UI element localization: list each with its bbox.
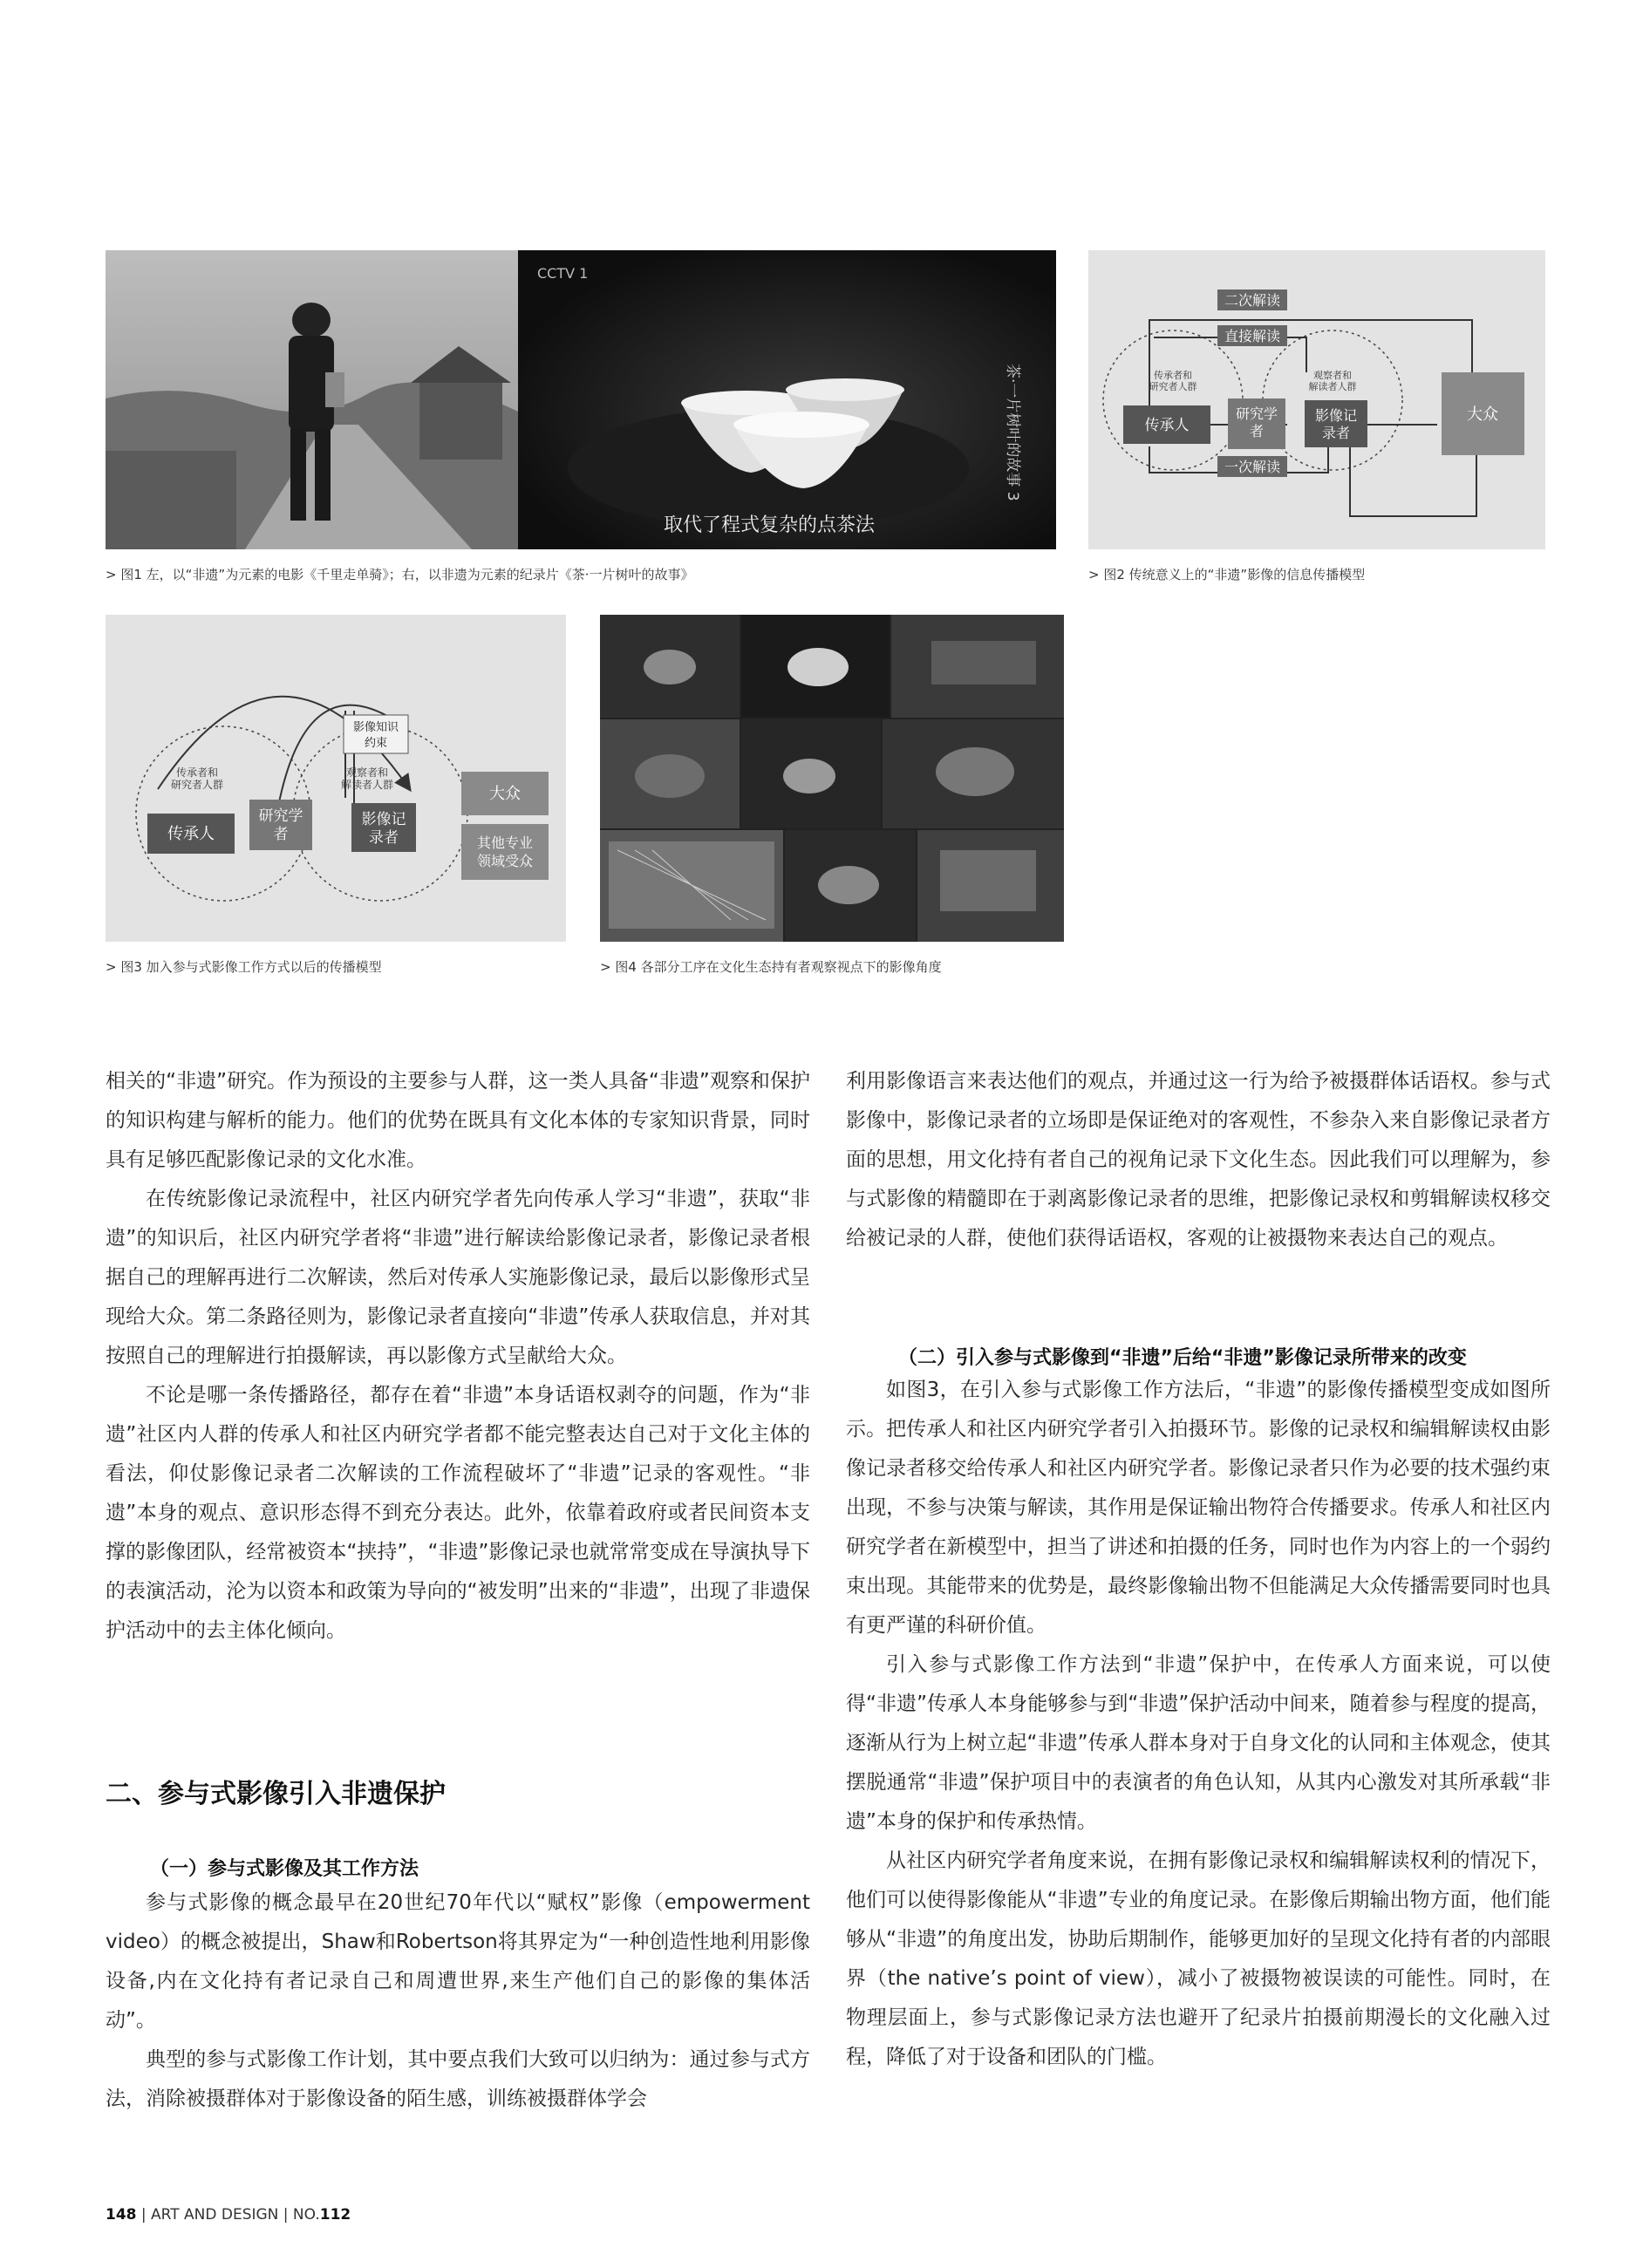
node-inheritor: 传承人 [167, 825, 215, 843]
node-other-line2: 领域受众 [476, 853, 534, 869]
left-paragraph-5: 典型的参与式影像工作计划，其中要点我们大致可以归纳为：通过参与式方法，消除被摄群体对于影像设备的陌生感，训练被摄群体学会 [106, 2048, 810, 2110]
figure-1-image [106, 250, 1056, 549]
node-recorder-line2: 录者 [1321, 425, 1351, 441]
node-other-line1: 其他专业 [476, 834, 534, 851]
figure-4-caption: > 图4 各部分工序在文化生态持有者观察视点下的影像角度 [600, 959, 942, 975]
node-public: 大众 [1467, 405, 1498, 424]
constraint-line1: 影像知识 [352, 721, 399, 734]
figure-2-caption: > 图2 传统意义上的“非遗”影像的信息传播模型 [1088, 567, 1366, 582]
node-researcher-line1: 研究学 [258, 807, 303, 825]
constraint-line2: 约束 [364, 737, 388, 750]
node-public: 大众 [489, 785, 521, 803]
right-column-top [846, 1062, 1551, 1258]
figure-4 [600, 615, 1064, 942]
issue-number: 112 [319, 2206, 351, 2224]
group-left-line1: 传承者和 [175, 766, 219, 779]
node-recorder-line2: 录者 [369, 829, 399, 847]
node-researcher-line2: 者 [273, 826, 289, 843]
right-paragraph-4: 从社区内研究学者角度来说，在拥有影像记录权和编辑解读权利的情况下，他们可以使得影像能从“非遗”专业的角度记录。在影像后期输出物方面，他们能够从“非遗”的角度出发，协助后期制作，能够更加好的呈现文化持有者的内部眼界（the native’s point of view），减小了被摄物被误读的可能性。同时，在物理层面上，参与式影像记录方法也避开了纪录片拍摄前期漫长的文化融入过程，降低了对于设备和团队的门槛。 [846, 1849, 1551, 2068]
right-paragraph-1: 利用影像语言来表达他们的观点，并通过这一行为给予被摄群体话语权。参与式影像中，影像记录者的立场即是保证绝对的客观性，不参杂入来自影像记录者方面的思想，用文化持有者自己的视角记录下文化生态。因此我们可以理解为，参与式影像的精髓即在于剥离影像记录者的思维，把影像记录权和剪辑解读权移交给被记录的人群，使他们获得话语权，客观的让被摄物来表达自己的观点。 [846, 1070, 1551, 1250]
section-title: 二、参与式影像引入非遗保护 [106, 1779, 446, 1809]
group-left-line2: 研究者人群 [1149, 381, 1197, 392]
group-right-line1: 观察者和 [345, 766, 389, 779]
figure-4-image [600, 615, 1064, 942]
group-right-line2: 解读者人群 [1308, 381, 1357, 392]
left-column-top [106, 1062, 810, 1651]
group-left-line1: 传承者和 [1154, 370, 1192, 381]
figure-3-caption: > 图3 加入参与式影像工作方式以后的传播模型 [106, 959, 382, 975]
group-left-line2: 研究者人群 [170, 779, 224, 791]
figure-1 [106, 250, 1056, 549]
subsection-title-2: （二）引入参与式影像到“非遗”后给“非遗”影像记录所带来的改变 [898, 1347, 1467, 1369]
group-right-line2: 解读者人群 [340, 779, 394, 791]
right-paragraph-3: 引入参与式影像工作方法到“非遗”保护中，在传承人方面来说，可以使得“非遗”传承人本身能够参与到“非遗”保护活动中间来，随着参与程度的提高，逐渐从行为上树立起“非遗”传承人群本身对于自身文化的认同和主体观念，使其摆脱通常“非遗”保护项目中的表演者的角色认知，从其内心激发对其所承载“非遗”本身的保护和传承热情。 [846, 1653, 1551, 1833]
left-paragraph-2: 在传统影像记录流程中，社区内研究学者先向传承人学习“非遗”，获取“非遗”的知识后，社区内研究学者将“非遗”进行解读给影像记录者，影像记录者根据自己的理解再进行二次解读，然后对传承人实施影像记录，最后以影像形式呈现给大众。第二条路径则为，影像记录者直接向“非遗”传承人获取信息，并对其按照自己的理解进行拍摄解读，再以影像方式呈献给大众。 [106, 1188, 810, 1367]
left-paragraph-3: 不论是哪一条传播路径，都存在着“非遗”本身话语权剥夺的问题，作为“非遗”社区内人群的传承人和社区内研究学者都不能完整表达自己对于文化主体的看法，仰仗影像记录者二次解读的工作流程破坏了“非遗”记录的客观性。“非遗”本身的观点、意识形态得不到充分表达。此外，依靠着政府或者民间资本支撑的影像团队，经常被资本“挟持”，“非遗”影像记录也就常常变成在导演执导下的表演活动，沦为以资本和政策为导向的“被发明”出来的“非遗”，出现了非遗保护活动中的去主体化倾向。 [106, 1384, 810, 1642]
group-right-line1: 观察者和 [1313, 370, 1352, 381]
figure-2 [1088, 250, 1545, 549]
node-researcher-line2: 者 [1249, 423, 1265, 439]
label-direct-reading: 直接解读 [1224, 328, 1281, 344]
right-column-bottom [846, 1371, 1551, 2077]
node-recorder-line1: 影像记 [1314, 407, 1358, 424]
figure-3-diagram [106, 615, 566, 942]
node-researcher-line1: 研究学 [1235, 405, 1278, 422]
node-inheritor: 传承人 [1144, 417, 1190, 434]
left-column-bottom [106, 1883, 810, 2119]
page-footer [106, 2206, 351, 2224]
figure-3 [106, 615, 566, 942]
label-primary-reading: 一次解读 [1224, 459, 1281, 475]
left-paragraph-4: 参与式影像的概念最早在20世纪70年代以“赋权”影像（empowerment video）的概念被提出，Shaw和Robertson将其界定为“一种创造性地利用影像设备,内在文化持有者记录自己和周遭世界,来生产他们自己的影像的集体活动”。 [106, 1891, 810, 2032]
page-number: 148 [106, 2206, 137, 2224]
left-paragraph-1: 相关的“非遗”研究。作为预设的主要参与人群，这一类人具备“非遗”观察和保护的知识构建与解析的能力。他们的优势在既具有文化本体的专家知识背景，同时具有足够匹配影像记录的文化水准。 [106, 1070, 810, 1171]
cctv-logo-text: CCTV 1 [537, 265, 589, 282]
figure-1-vertical-title: 茶·一片树叶的故事 3 [1004, 364, 1021, 501]
label-secondary-reading: 二次解读 [1224, 292, 1281, 309]
figure-1-subtitle: 取代了程式复杂的点茶法 [664, 514, 876, 536]
figure-2-diagram [1088, 250, 1545, 549]
node-recorder-line1: 影像记 [361, 811, 406, 828]
subsection-title-1: （一）参与式影像及其工作方法 [150, 1858, 419, 1880]
figure-1-caption: > 图1 左，以“非遗”为元素的电影《千里走单骑》；右，以非遗为元素的纪录片《茶·一片树叶的故事》 [106, 567, 694, 582]
right-paragraph-2: 如图3，在引入参与式影像工作方法后，“非遗”的影像传播模型变成如图所示。把传承人和社区内研究学者引入拍摄环节。影像的记录权和编辑解读权由影像记录者移交给传承人和社区内研究学者。影像记录者只作为必要的技术强约束出现，不参与决策与解读，其作用是保证输出物符合传播要求。传承人和社区内研究学者在新模型中，担当了讲述和拍摄的任务，同时也作为内容上的一个弱约束出现。其能带来的优势是，最终影像输出物不但能满足大众传播需要同时也具有更严谨的科研价值。 [846, 1379, 1551, 1637]
journal-name: | ART AND DESIGN | NO. [140, 2206, 320, 2224]
